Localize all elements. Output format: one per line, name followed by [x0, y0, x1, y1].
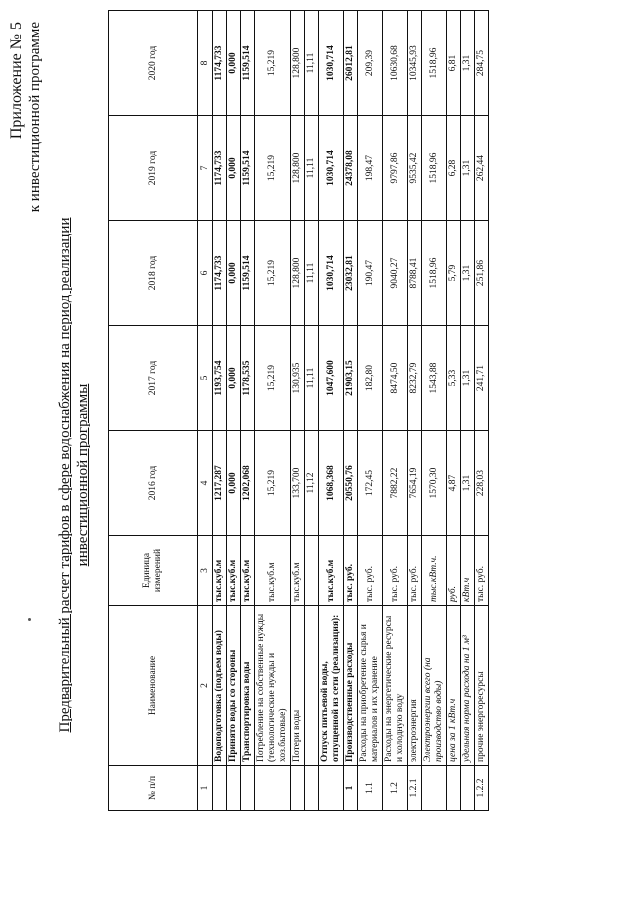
row-name — [305, 606, 319, 766]
column-number: 1 — [198, 766, 213, 811]
row-unit — [305, 536, 319, 606]
value-2019: 262,44 — [475, 116, 489, 221]
value-2016: 1217,287 — [213, 431, 227, 536]
value-2019: 198,47 — [358, 116, 383, 221]
header-cell: 2019 год — [109, 116, 198, 221]
value-2019: 9535,42 — [408, 116, 422, 221]
value-2018: 11,11 — [305, 221, 319, 326]
header-cell: 2020 год — [109, 11, 198, 116]
value-2016: 0,000 — [227, 431, 241, 536]
row-unit: тыс. руб. — [408, 536, 422, 606]
table-row — [422, 11, 447, 811]
row-unit: руб. — [447, 536, 461, 606]
row-name: удельная норма расхода на 1 м³ — [461, 606, 475, 766]
value-2017: 0,000 — [227, 326, 241, 431]
row-number: 1.2 — [383, 766, 408, 811]
row-unit: тыс.кВт.ч. — [422, 536, 447, 606]
row-unit: тыс.куб.м — [255, 536, 291, 606]
table-row — [213, 11, 227, 811]
header-cell: 2016 год — [109, 431, 198, 536]
row-number — [241, 766, 255, 811]
annex-label — [8, 22, 44, 212]
table-row — [447, 11, 461, 811]
value-2018: 5,79 — [447, 221, 461, 326]
value-2016: 1570,30 — [422, 431, 447, 536]
row-unit: тыс. руб. — [383, 536, 408, 606]
value-2016: 7654,19 — [408, 431, 422, 536]
value-2020: 1,31 — [461, 11, 475, 116]
row-number — [305, 766, 319, 811]
row-number: 1.2.1 — [408, 766, 422, 811]
table-row — [461, 11, 475, 811]
value-2020: 1159,514 — [241, 11, 255, 116]
row-unit: тыс. руб. — [358, 536, 383, 606]
value-2017: 182,80 — [358, 326, 383, 431]
annex-number: Приложение № 5 — [8, 22, 25, 140]
value-2016: 15,219 — [255, 431, 291, 536]
value-2017: 1193,754 — [213, 326, 227, 431]
row-number — [461, 766, 475, 811]
value-2018: 1159,514 — [241, 221, 255, 326]
value-2016: 1068,368 — [319, 431, 344, 536]
row-number — [447, 766, 461, 811]
value-2016: 1,31 — [461, 431, 475, 536]
value-2017: 1543,88 — [422, 326, 447, 431]
value-2018: 15,219 — [255, 221, 291, 326]
header-cell: 2018 год — [109, 221, 198, 326]
value-2017: 130,935 — [291, 326, 305, 431]
value-2016: 133,700 — [291, 431, 305, 536]
value-2018: 23032,81 — [344, 221, 358, 326]
header-row — [109, 11, 198, 811]
value-2016: 4,87 — [447, 431, 461, 536]
value-2020: 1174,733 — [213, 11, 227, 116]
header-cell: Единица измерений — [109, 536, 198, 606]
row-number — [319, 766, 344, 811]
table-row — [344, 11, 358, 811]
header-cell: Наименование — [109, 606, 198, 766]
row-name: Водоподготовка (подъем воды) — [213, 606, 227, 766]
column-number-row — [198, 11, 213, 811]
value-2017: 1178,535 — [241, 326, 255, 431]
column-number: 7 — [198, 116, 213, 221]
value-2018: 1174,733 — [213, 221, 227, 326]
value-2019: 11,11 — [305, 116, 319, 221]
value-2019: 0,000 — [227, 116, 241, 221]
row-unit: тыс. руб. — [344, 536, 358, 606]
row-unit: тыс.куб.м — [291, 536, 305, 606]
column-number: 4 — [198, 431, 213, 536]
value-2019: 15,219 — [255, 116, 291, 221]
table-row — [319, 11, 344, 811]
row-name: Отпуск питьевой воды, отпущенной из сети (реализация): — [319, 606, 344, 766]
row-name: Расходы на энергетические ресурсы и холодную воду — [383, 606, 408, 766]
value-2017: 1047,600 — [319, 326, 344, 431]
table-row — [291, 11, 305, 811]
table-row — [408, 11, 422, 811]
value-2018: 1518,96 — [422, 221, 447, 326]
column-number: 3 — [198, 536, 213, 606]
row-number — [255, 766, 291, 811]
value-2018: 190,47 — [358, 221, 383, 326]
value-2020: 1518,96 — [422, 11, 447, 116]
table-row — [305, 11, 319, 811]
value-2020: 0,000 — [227, 11, 241, 116]
value-2019: 24378,08 — [344, 116, 358, 221]
value-2017: 21903,15 — [344, 326, 358, 431]
value-2019: 1518,96 — [422, 116, 447, 221]
row-number: 1 — [344, 766, 358, 811]
row-unit: кВт.ч — [461, 536, 475, 606]
value-2020: 10345,93 — [408, 11, 422, 116]
header-cell: № п/п — [109, 766, 198, 811]
table-row — [358, 11, 383, 811]
value-2020: 284,75 — [475, 11, 489, 116]
value-2017: 5,33 — [447, 326, 461, 431]
value-2017: 241,71 — [475, 326, 489, 431]
value-2016: 1202,068 — [241, 431, 255, 536]
value-2019: 1,31 — [461, 116, 475, 221]
row-number — [422, 766, 447, 811]
row-unit: тыс.куб.м — [213, 536, 227, 606]
value-2016: 11,12 — [305, 431, 319, 536]
row-name: Производственные расходы — [344, 606, 358, 766]
column-number: 8 — [198, 11, 213, 116]
table-row — [227, 11, 241, 811]
value-2016: 172,45 — [358, 431, 383, 536]
table-row — [475, 11, 489, 811]
column-number: 6 — [198, 221, 213, 326]
value-2017: 11,11 — [305, 326, 319, 431]
scan-speck — [28, 618, 31, 621]
row-unit: тыс.куб.м — [319, 536, 344, 606]
value-2016: 7882,22 — [383, 431, 408, 536]
value-2020: 10630,68 — [383, 11, 408, 116]
annex-reference: к инвестиционной программе — [27, 22, 43, 213]
value-2019: 9797,86 — [383, 116, 408, 221]
value-2019: 6,28 — [447, 116, 461, 221]
row-number — [213, 766, 227, 811]
row-name: Потери воды — [291, 606, 305, 766]
header-cell: 2017 год — [109, 326, 198, 431]
row-number: 1.2.2 — [475, 766, 489, 811]
value-2020: 128,800 — [291, 11, 305, 116]
tariff-table — [108, 10, 489, 811]
value-2017: 15,219 — [255, 326, 291, 431]
value-2018: 251,86 — [475, 221, 489, 326]
value-2019: 1174,733 — [213, 116, 227, 221]
document-title: Предварительный расчет тарифов в сфере водоснабжения на период реализации — [57, 217, 73, 733]
value-2020: 209,39 — [358, 11, 383, 116]
row-name: цена за 1 кВт.ч — [447, 606, 461, 766]
value-2019: 128,800 — [291, 116, 305, 221]
value-2016: 20550,76 — [344, 431, 358, 536]
value-2018: 9040,27 — [383, 221, 408, 326]
row-number — [291, 766, 305, 811]
row-name: Расходы на приобретение сырья и материалов и их хранение — [358, 606, 383, 766]
value-2018: 1030,714 — [319, 221, 344, 326]
row-unit: тыс. руб. — [475, 536, 489, 606]
value-2019: 1030,714 — [319, 116, 344, 221]
value-2016: 228,03 — [475, 431, 489, 536]
column-number: 2 — [198, 606, 213, 766]
value-2020: 26012,81 — [344, 11, 358, 116]
document-title-continued: инвестиционной программы — [75, 383, 91, 567]
value-2018: 128,800 — [291, 221, 305, 326]
row-number — [227, 766, 241, 811]
value-2018: 1,31 — [461, 221, 475, 326]
row-name: Потребление на собственные нужды (технологические нужды и хоз.бытовые) — [255, 606, 291, 766]
value-2020: 15,219 — [255, 11, 291, 116]
table-row — [383, 11, 408, 811]
column-number: 5 — [198, 326, 213, 431]
table-row — [255, 11, 291, 811]
row-name: электроэнергия — [408, 606, 422, 766]
value-2017: 8474,50 — [383, 326, 408, 431]
row-name: Принято воды со стороны — [227, 606, 241, 766]
value-2020: 1030,714 — [319, 11, 344, 116]
table-row — [241, 11, 255, 811]
row-number: 1.1 — [358, 766, 383, 811]
value-2018: 8788,41 — [408, 221, 422, 326]
row-name: Электроэнергии всего (на производство воды) — [422, 606, 447, 766]
row-name: Транспортировка воды — [241, 606, 255, 766]
value-2020: 6,81 — [447, 11, 461, 116]
value-2018: 0,000 — [227, 221, 241, 326]
value-2020: 11,11 — [305, 11, 319, 116]
value-2019: 1159,514 — [241, 116, 255, 221]
row-name: прочие энергоресурсы — [475, 606, 489, 766]
row-unit: тыс.куб.м — [227, 536, 241, 606]
value-2017: 1,31 — [461, 326, 475, 431]
row-unit: тыс.куб.м — [241, 536, 255, 606]
value-2017: 8232,79 — [408, 326, 422, 431]
